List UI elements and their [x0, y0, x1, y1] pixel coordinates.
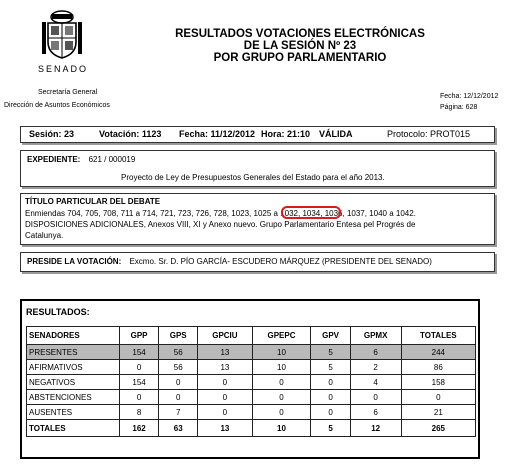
cell: 56: [159, 360, 198, 375]
cell: 4: [350, 375, 401, 390]
session-number: Sesión: 23: [29, 129, 75, 139]
table-row: [27, 360, 476, 375]
cell: 0: [120, 360, 159, 375]
document-title: [150, 28, 450, 64]
preside-value: Excmo. Sr. D. PÍO GARCÍA- ESCUDERO MÁRQUEZ (PRESIDENTE DEL SENADO): [129, 257, 432, 266]
cell: 265: [401, 420, 475, 437]
vote-validity: VÁLIDA: [319, 129, 353, 139]
header-gpmx: GPMX: [350, 327, 401, 345]
cell: 21: [401, 405, 475, 420]
table-row: [27, 390, 476, 405]
expediente-description: Proyecto de Ley de Presupuestos Generales del Estado para el año 2013.: [121, 173, 385, 182]
cell: 0: [252, 405, 311, 420]
cell: 7: [159, 405, 198, 420]
row-label: AFIRMATIVOS: [27, 360, 120, 375]
header-gps: GPS: [159, 327, 198, 345]
totals-row: [27, 420, 476, 437]
cell: 2: [350, 360, 401, 375]
direccion-asuntos: Dirección de Asuntos Económicos: [4, 102, 110, 109]
cell: 244: [401, 345, 475, 360]
cell: 10: [252, 420, 311, 437]
table-row: [27, 375, 476, 390]
debate-title-line-2: DISPOSICIONES ADICIONALES, Anexos VIII, XI y Anexo nuevo. Grupo Parlamentario Entesa pel Progrés de: [25, 220, 416, 229]
cell: 0: [159, 390, 198, 405]
cell: 13: [198, 345, 252, 360]
cell: 0: [350, 390, 401, 405]
cell: 56: [159, 345, 198, 360]
title-line-2: DE LA SESIÓN Nº 23: [243, 40, 357, 52]
header-gpv: GPV: [311, 327, 350, 345]
cell: 0: [198, 390, 252, 405]
title-line-3: POR GRUPO PARLAMENTARIO: [213, 52, 387, 64]
cell: 154: [120, 375, 159, 390]
cell: 8: [120, 405, 159, 420]
debate-title-label: TÍTULO PARTICULAR DEL DEBATE: [25, 197, 161, 206]
cell: 0: [159, 375, 198, 390]
amendments-part-a: Enmiendas 704, 705, 708, 711 a 714, 721, 723, 726, 728, 1023,: [25, 209, 252, 218]
cell: 10: [252, 360, 311, 375]
senado-crest-icon: [38, 8, 86, 62]
results-table: [26, 326, 476, 437]
cell: 0: [311, 405, 350, 420]
cell: 0: [401, 390, 475, 405]
cell: 13: [198, 420, 252, 437]
row-label: PRESENTES: [27, 345, 120, 360]
protocol: Protocolo: PROT015: [387, 129, 471, 139]
red-highlight-ring: [281, 206, 341, 219]
cell: 0: [198, 375, 252, 390]
expediente-label: EXPEDIENTE:: [27, 155, 81, 164]
header-senadores: SENADORES: [27, 327, 120, 345]
session-info-box: [20, 126, 495, 143]
cell: 158: [401, 375, 475, 390]
row-label: NEGATIVOS: [27, 375, 120, 390]
print-date: Fecha: 12/12/2012: [440, 93, 499, 100]
cell: 6: [350, 405, 401, 420]
amendments-highlighted: 1025 a 1032,: [253, 209, 301, 218]
cell: 0: [120, 390, 159, 405]
cell: 86: [401, 360, 475, 375]
header-totales: TOTALES: [401, 327, 475, 345]
row-label: ABSTENCIONES: [27, 390, 120, 405]
header-gpp: GPP: [120, 327, 159, 345]
header-gpciu: GPCIU: [198, 327, 252, 345]
cell: 12: [350, 420, 401, 437]
debate-title-box: [20, 193, 495, 245]
cell: 63: [159, 420, 198, 437]
cell: 0: [198, 405, 252, 420]
cell: 0: [252, 375, 311, 390]
vote-date: Fecha: 11/12/2012: [179, 129, 256, 139]
table-row: [27, 345, 476, 360]
expediente-box: [20, 150, 495, 187]
cell: 5: [311, 345, 350, 360]
cell: 0: [311, 390, 350, 405]
cell: 10: [252, 345, 311, 360]
cell: 154: [120, 345, 159, 360]
cell: 5: [311, 420, 350, 437]
secretaria-general: Secretaría General: [38, 89, 98, 96]
vote-time: Hora: 21:10: [261, 129, 311, 139]
title-line-1: RESULTADOS VOTACIONES ELECTRÓNICAS: [175, 28, 425, 40]
amendments-part-b: 1034, 1036, 1037, 1040 a 1042.: [302, 209, 416, 218]
vote-number: Votación: 1123: [99, 129, 162, 139]
institution-name: SENADO: [37, 64, 88, 74]
debate-title-line-3: Catalunya.: [25, 231, 64, 240]
debate-title-line-1: [25, 209, 416, 218]
page-number: Página: 628: [440, 104, 478, 111]
preside-label: PRESIDE LA VOTACIÓN:: [27, 257, 122, 266]
cell: 5: [311, 360, 350, 375]
row-label: AUSENTES: [27, 405, 120, 420]
expediente-number: 621 / 000019: [88, 155, 136, 164]
preside-box: [20, 252, 495, 272]
results-header-row: [27, 327, 476, 345]
cell: 0: [311, 375, 350, 390]
results-label: RESULTADOS:: [26, 307, 90, 317]
cell: 0: [252, 390, 311, 405]
table-row: [27, 405, 476, 420]
cell: 13: [198, 360, 252, 375]
cell: 6: [350, 345, 401, 360]
totals-label: TOTALES: [27, 420, 120, 437]
cell: 162: [120, 420, 159, 437]
header-gpepc: GPEPC: [252, 327, 311, 345]
